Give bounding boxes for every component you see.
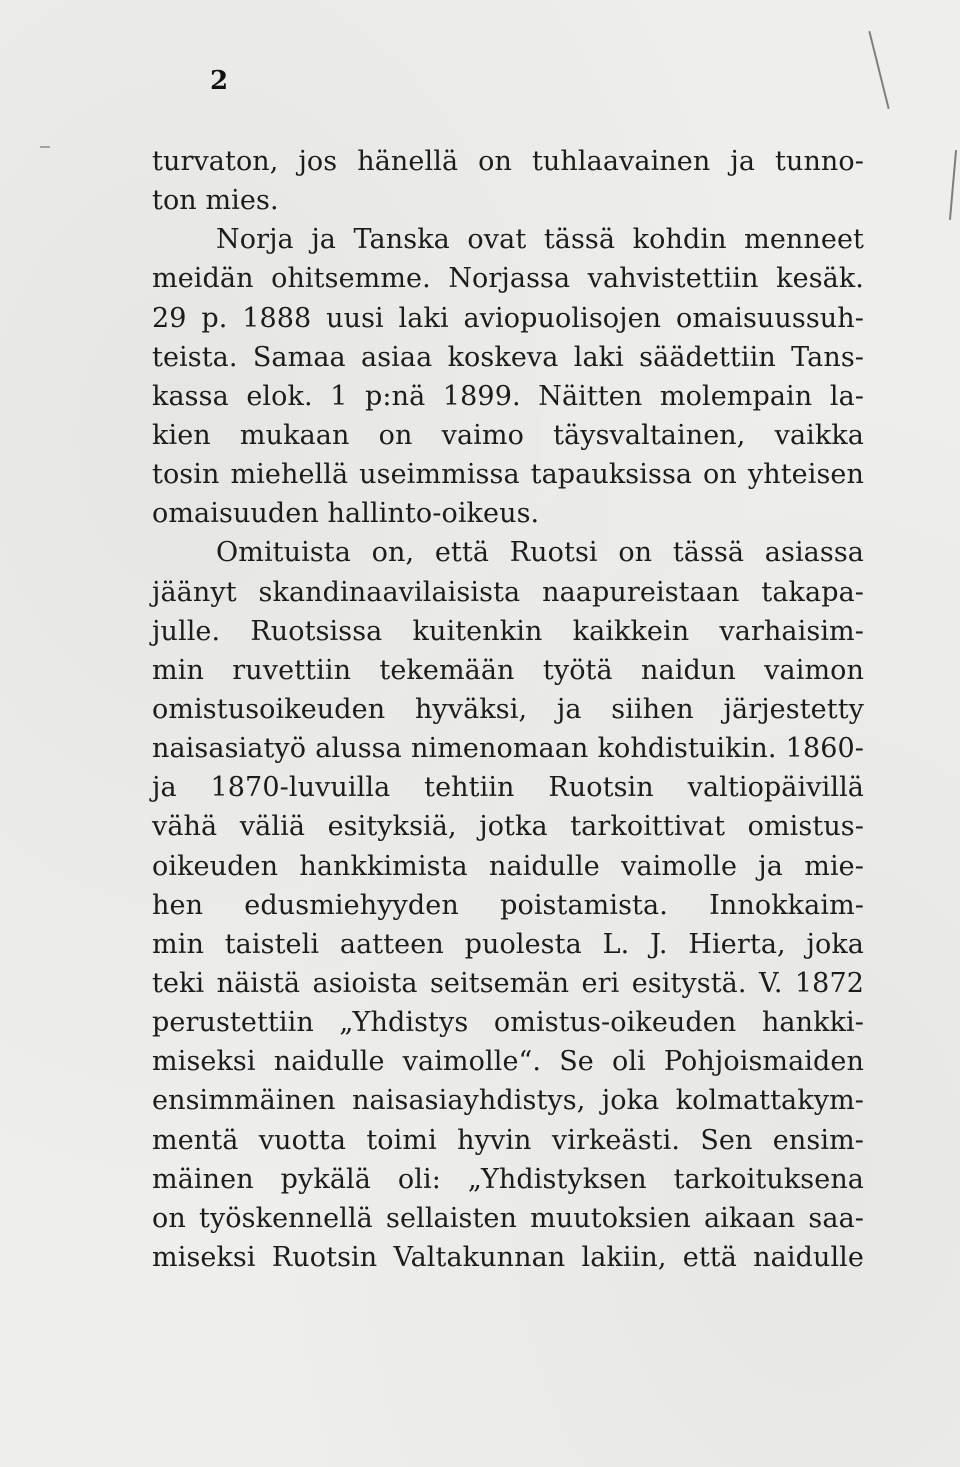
text-line: mentä vuotta toimi hyvin virkeästi. Sen ensim- — [152, 1124, 864, 1156]
scan-mark — [40, 146, 50, 148]
text-line: julle. Ruotsissa kuitenkin kaikkein varhaisim- — [152, 615, 864, 647]
text-line: oikeuden hankkimista naidulle vaimolle ja mie- — [152, 850, 864, 882]
body-text — [152, 142, 864, 1277]
text-line: teista. Samaa asiaa koskeva laki säädettiin Tans- — [152, 341, 864, 373]
text-line: omaisuuden hallinto-oikeus. — [152, 498, 540, 530]
text-line: mäinen pykälä oli: „Yhdistyksen tarkoituksena — [152, 1163, 864, 1195]
text-line: jäänyt skandinaavilaisista naapureistaan takapa- — [152, 576, 864, 608]
text-line: Omituista on, että Ruotsi on tässä asiassa — [216, 537, 864, 569]
text-line: kassa elok. 1 p:nä 1899. Näitten molempain la- — [152, 380, 864, 412]
text-line: min taisteli aatteen puolesta L. J. Hierta, joka — [152, 928, 864, 960]
text-line: kien mukaan on vaimo täysvaltainen, vaikka — [152, 419, 864, 451]
text-line: vähä väliä esityksiä, jotka tarkoittivat omistus- — [152, 811, 864, 843]
scan-mark — [949, 150, 957, 220]
scan-mark — [868, 31, 889, 109]
text-line: ensimmäinen naisasiayhdistys, joka kolmattakym- — [152, 1085, 864, 1117]
text-line: Norja ja Tanska ovat tässä kohdin menneet — [216, 224, 864, 256]
page-number: 2 — [210, 66, 229, 96]
text-line: hen edusmiehyyden poistamista. Innokkaim- — [152, 889, 864, 921]
text-line: tosin miehellä useimmissa tapauksissa on yhteisen — [152, 459, 864, 491]
text-line: ja 1870-luvuilla tehtiin Ruotsin valtiopäivillä — [152, 772, 864, 804]
text-line: miseksi naidulle vaimolle“. Se oli Pohjoismaiden — [152, 1046, 864, 1078]
text-line: turvaton, jos hänellä on tuhlaavainen ja tunno- — [152, 146, 864, 177]
text-line: miseksi Ruotsin Valtakunnan lakiin, että naidulle — [152, 1241, 864, 1273]
text-line: omistusoikeuden hyväksi, ja siihen järjestetty — [152, 693, 864, 725]
text-line: perustettiin „Yhdistys omistus-oikeuden hankki- — [152, 1007, 864, 1039]
text-line: naisasiatyö alussa nimenomaan kohdistuikin. 1860- — [152, 733, 864, 765]
text-line: 29 p. 1888 uusi laki aviopuolisojen omaisuussuh- — [152, 302, 864, 334]
text-line: teki näistä asioista seitsemän eri esitystä. V. 1872 — [152, 967, 864, 999]
text-line: on työskennellä sellaisten muutoksien aikaan saa- — [152, 1202, 864, 1234]
text-line: min ruvettiin tekemään työtä naidun vaimon — [152, 654, 864, 686]
text-line: meidän ohitsemme. Norjassa vahvistettiin kesäk. — [152, 263, 864, 295]
text-line: ton mies. — [152, 185, 279, 217]
